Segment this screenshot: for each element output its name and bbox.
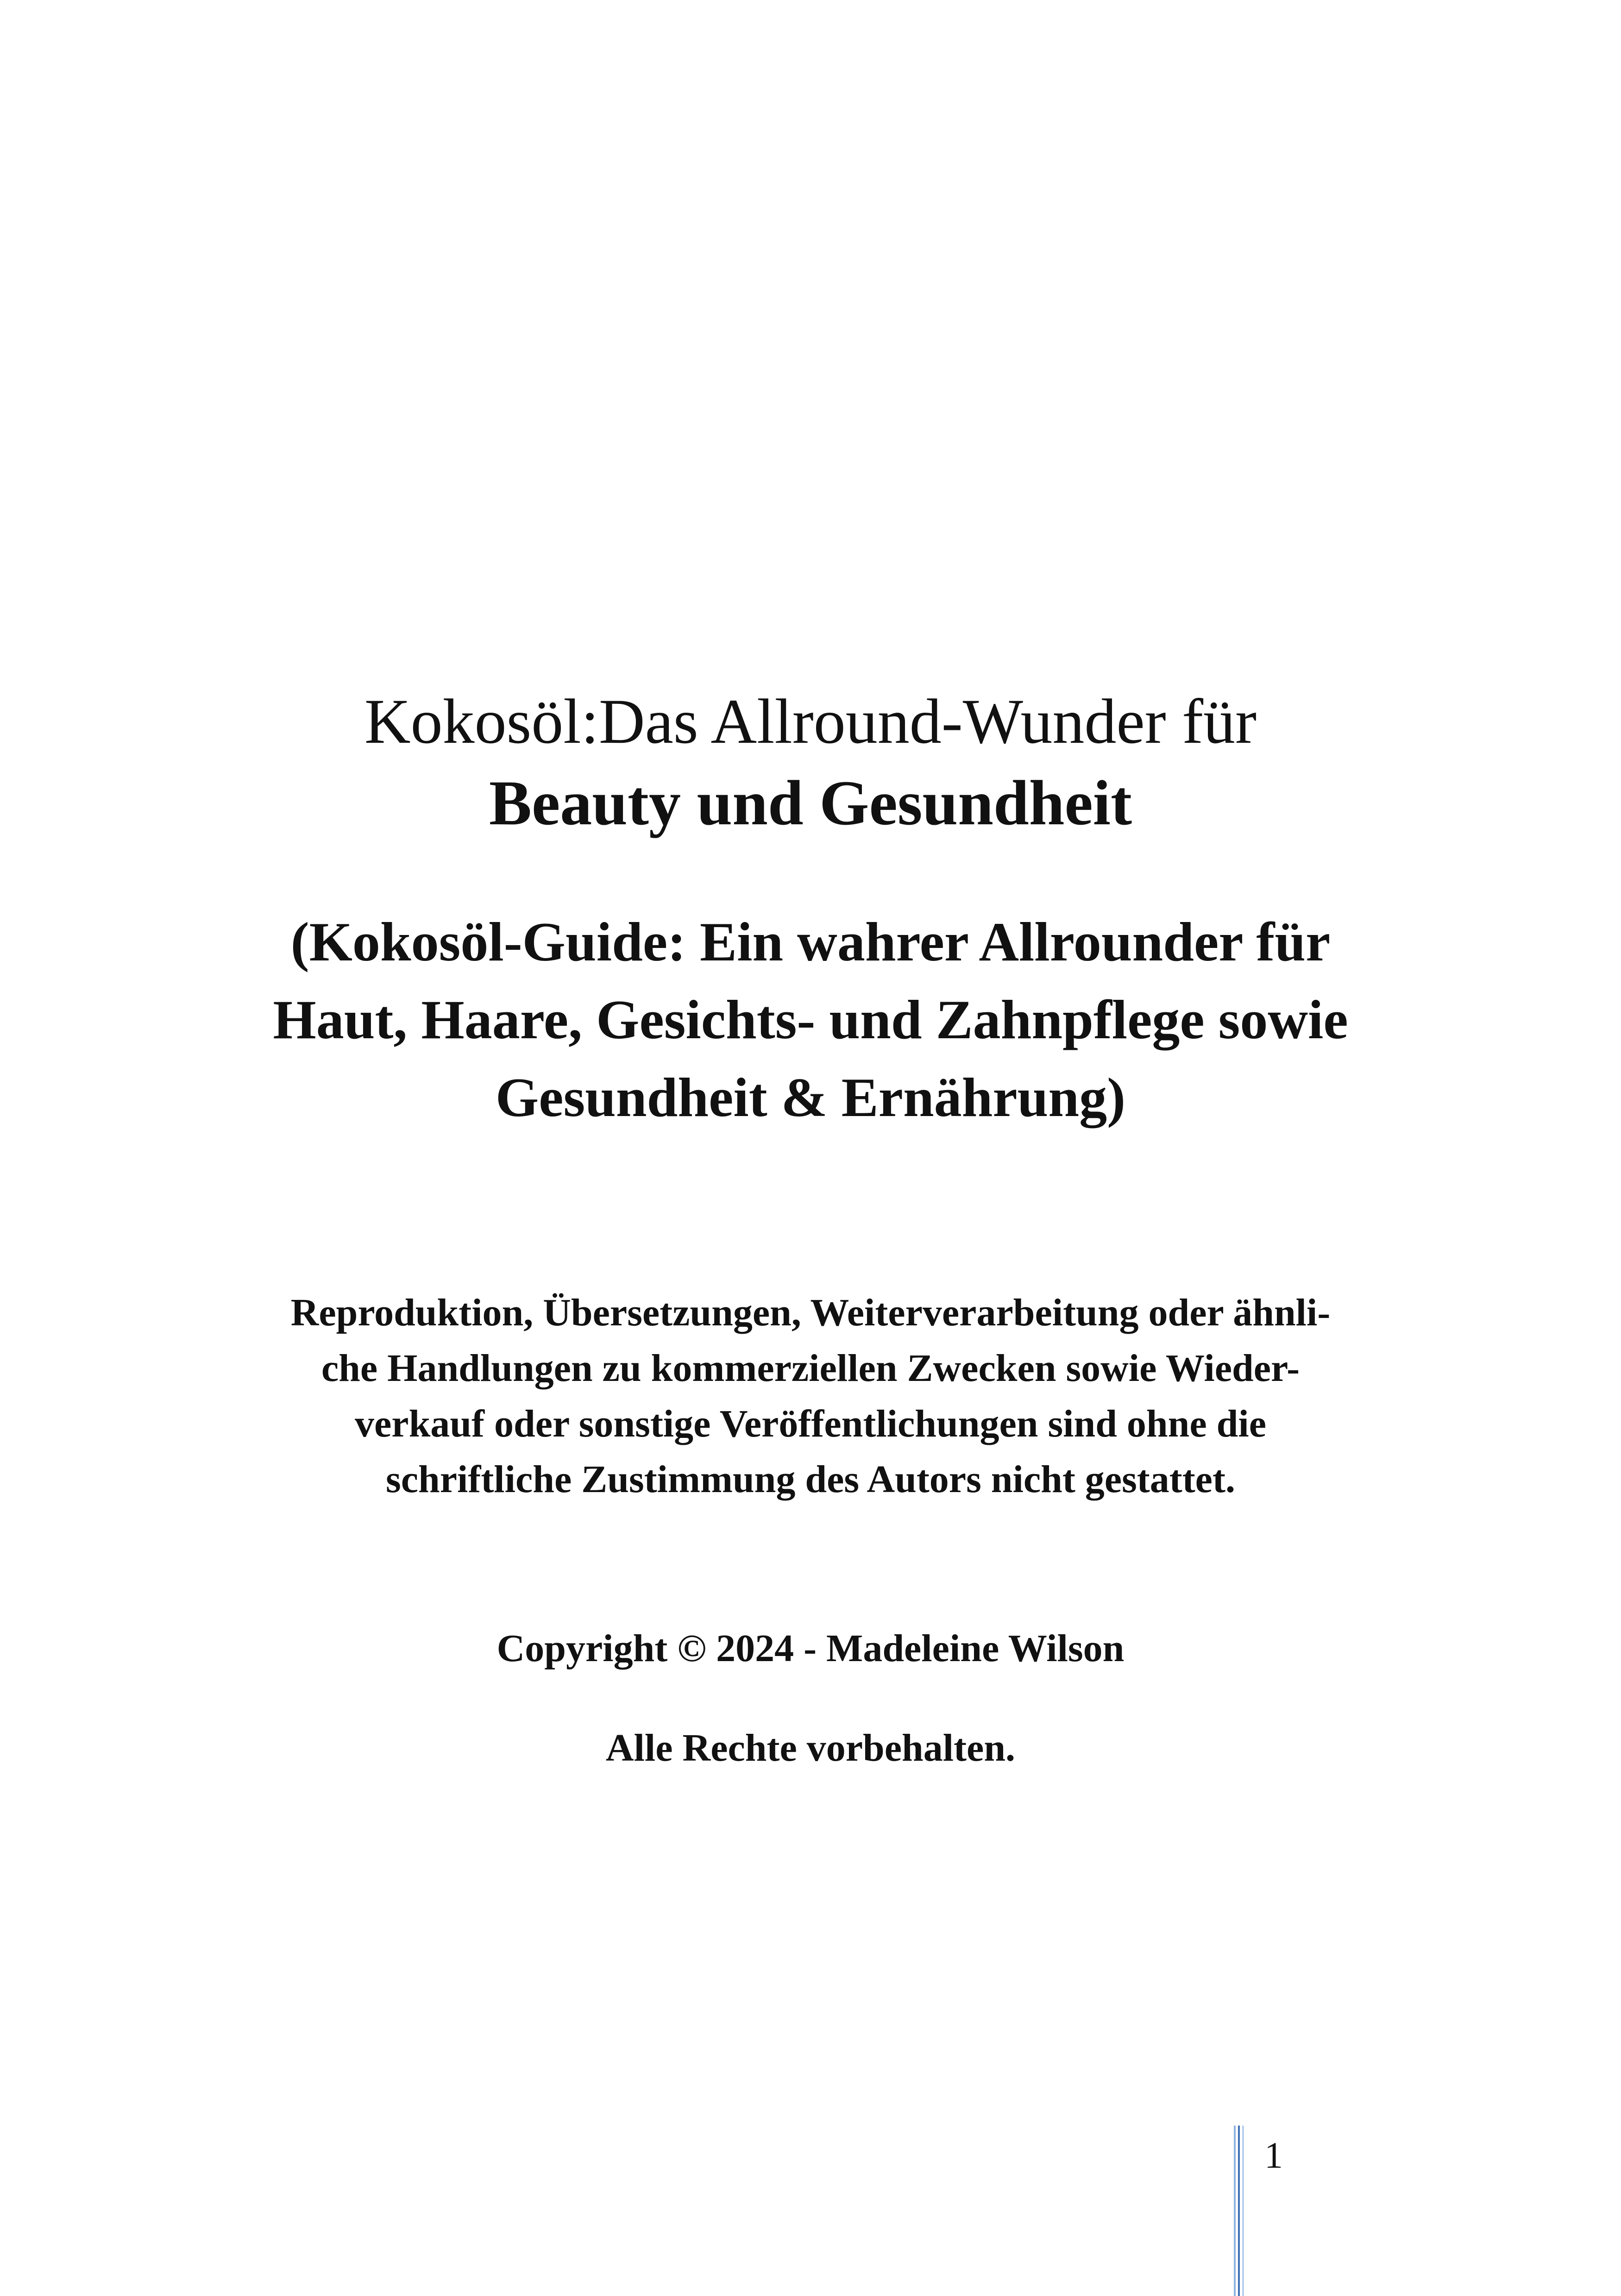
subtitle-line-2: Haut, Haare, Gesichts- und Zahnpflege sowie bbox=[273, 989, 1348, 1050]
subtitle-line-3: Gesundheit & Ernährung) bbox=[495, 1066, 1126, 1128]
notice-line-1: Reproduktion, Übersetzungen, Weiterverarbeitung oder ähnli- bbox=[290, 1291, 1331, 1334]
subtitle-line-1: (Kokosöl-Guide: Ein wahrer Allrounder für bbox=[290, 911, 1331, 972]
page-number: 1 bbox=[1264, 2135, 1283, 2176]
page-subtitle bbox=[139, 903, 1482, 1136]
notice-line-3: verkauf oder sonstige Veröffentlichungen sind ohne die bbox=[355, 1402, 1266, 1445]
page-rule-stripe-1 bbox=[1234, 2126, 1236, 2296]
title-line-1: Kokosöl:Das Allround-Wunder für bbox=[364, 686, 1257, 757]
notice-line-4: schriftliche Zustimmung des Autors nicht gestattet. bbox=[386, 1458, 1235, 1501]
page-number-rule bbox=[1234, 2126, 1244, 2296]
notice-line-2: che Handlungen zu kommerziellen Zwecken sowie Wieder- bbox=[321, 1347, 1300, 1390]
copyright-line: Copyright © 2024 - Madeleine Wilson bbox=[496, 1627, 1125, 1670]
copyright-notice bbox=[139, 1285, 1482, 1507]
page-title bbox=[139, 681, 1482, 844]
title-line-2: Beauty und Gesundheit bbox=[489, 767, 1132, 838]
rights-reserved: Alle Rechte vorbehalten. bbox=[605, 1726, 1016, 1769]
page-rule-stripe-2 bbox=[1238, 2126, 1240, 2296]
page-rule-stripe-3 bbox=[1242, 2126, 1244, 2296]
